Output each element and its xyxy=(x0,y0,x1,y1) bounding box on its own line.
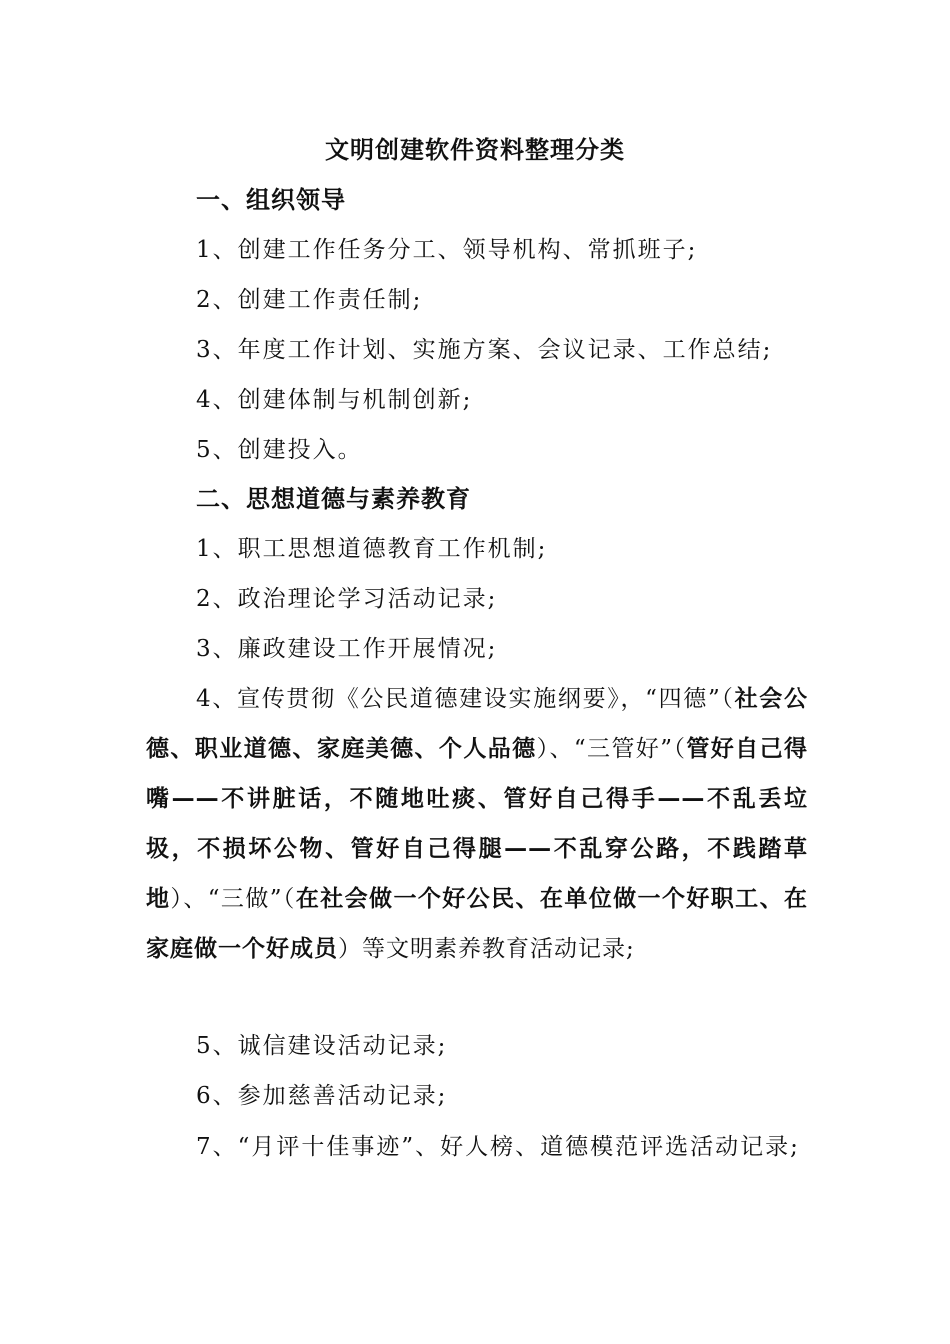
item4-text-4: ）等文明素养教育活动记录; xyxy=(338,936,635,962)
list-item-monthly-review: 7、“月评十佳事迹”、好人榜、道德模范评选活动记录; xyxy=(196,1134,800,1160)
list-item: 3、廉政建设工作开展情况; xyxy=(196,636,498,662)
section-heading-moral-education: 二、思想道德与素养教育 xyxy=(196,485,471,513)
item4-bold-2: 管好自己得嘴——不讲脏话，不随地吐痰、管好自己得手——不乱丢垃圾，不损坏公物、管好自己得腿——不乱穿公路，不践踏草地 xyxy=(146,736,808,912)
item4-bold-3: 在社会做一个好公民、在单位做一个好职工、在家庭做一个好成员 xyxy=(146,886,809,962)
document-title: 文明创建软件资料整理分类 xyxy=(325,136,625,164)
list-item-four-virtues xyxy=(146,674,808,974)
list-item: 4、创建体制与机制创新; xyxy=(196,387,473,413)
section-heading-organization: 一、组织领导 xyxy=(196,186,346,214)
item4-text-3: ）、“三做”（ xyxy=(170,886,296,912)
item4-text-2: ）、“三管好”（ xyxy=(536,736,687,762)
item4-bold-1: 社会公德、职业道德、家庭美德、个人品德 xyxy=(146,686,808,762)
list-item: 5、诚信建设活动记录; xyxy=(196,1033,448,1059)
item4-text-1: 4、宣传贯彻《公民道德建设实施纲要》，“四德”（ xyxy=(196,686,735,712)
list-item: 2、创建工作责任制; xyxy=(196,287,423,313)
list-item: 3、年度工作计划、实施方案、会议记录、工作总结; xyxy=(196,337,773,363)
list-item: 6、参加慈善活动记录; xyxy=(196,1083,448,1109)
list-item: 2、政治理论学习活动记录; xyxy=(196,586,498,612)
list-item: 1、创建工作任务分工、领导机构、常抓班子; xyxy=(196,237,698,263)
list-item: 5、创建投入。 xyxy=(196,437,363,463)
list-item: 1、职工思想道德教育工作机制; xyxy=(196,536,548,562)
